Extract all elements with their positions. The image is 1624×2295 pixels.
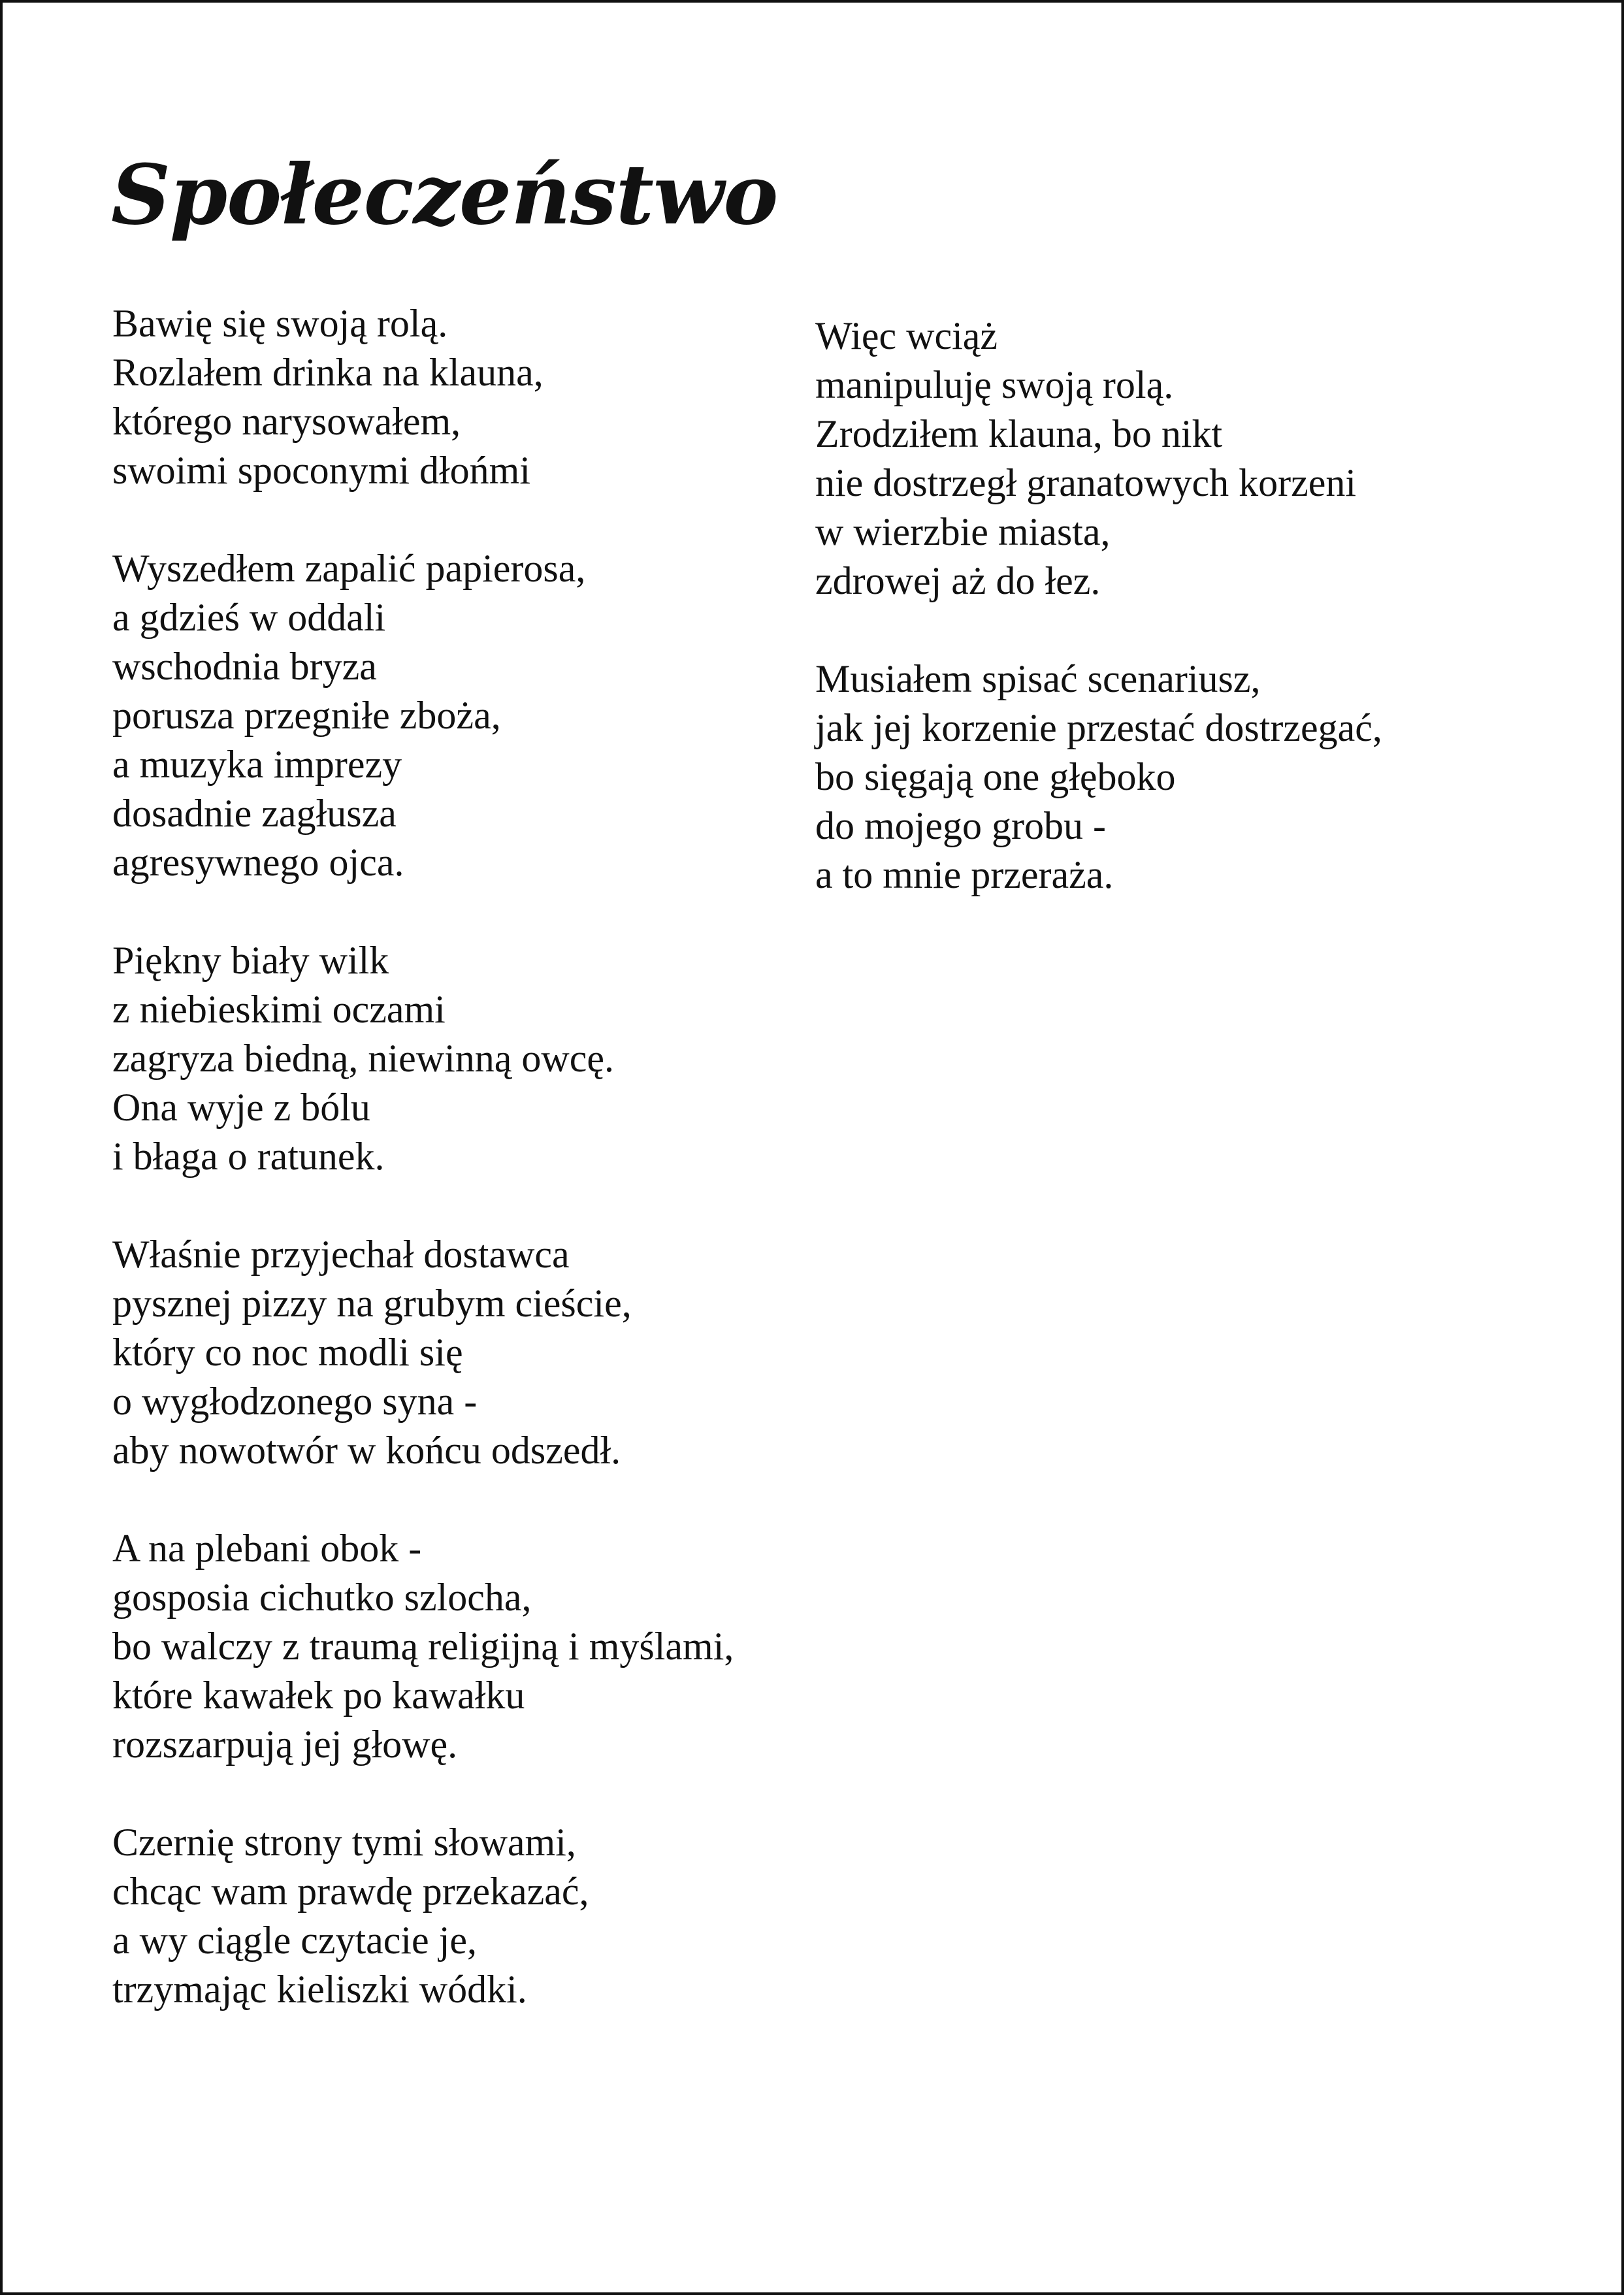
verse-line: pysznej pizzy na grubym cieście, <box>112 1282 632 1325</box>
verse-line: Piękny biały wilk <box>112 939 389 982</box>
verse-line: Czernię strony tymi słowami, <box>112 1821 576 1864</box>
verse-line: Więc wciąż <box>815 314 998 357</box>
stanza <box>112 299 734 495</box>
verse-line: manipuluję swoją rolą. <box>815 363 1174 406</box>
stanza <box>112 544 734 887</box>
stanza <box>815 655 1382 900</box>
verse-line: nie dostrzegł granatowych korzeni <box>815 461 1357 504</box>
verse-line: gosposia cichutko szlocha, <box>112 1576 532 1619</box>
verse-line: w wierzbie miasta, <box>815 510 1111 553</box>
verse-line: chcąc wam prawdę przekazać, <box>112 1870 589 1913</box>
stanza <box>815 312 1382 606</box>
verse-line: a muzyka imprezy <box>112 743 402 786</box>
verse-line: o wygłodzonego syna - <box>112 1380 478 1423</box>
verse-line: wschodnia bryza <box>112 645 377 688</box>
stanza <box>112 1230 734 1475</box>
verse-line: bo walczy z traumą religijną i myślami, <box>112 1625 734 1668</box>
verse-line: zagryza biedną, niewinną owcę. <box>112 1037 614 1080</box>
verse-line: Musiałem spisać scenariusz, <box>815 657 1261 700</box>
stanza <box>112 936 734 1181</box>
verse-line: porusza przegniłe zboża, <box>112 694 501 737</box>
verse-line: dosadnie zagłusza <box>112 792 397 835</box>
poem-title: Społeczeństwo <box>111 146 778 243</box>
right-column <box>815 312 1382 949</box>
verse-line: aby nowotwór w końcu odszedł. <box>112 1429 621 1472</box>
stanza <box>112 1818 734 2014</box>
verse-line: który co noc modli się <box>112 1331 463 1374</box>
verse-line: które kawałek po kawałku <box>112 1674 525 1717</box>
verse-line: Ona wyje z bólu <box>112 1086 370 1129</box>
verse-line: rozszarpują jej głowę. <box>112 1723 458 1766</box>
verse-line: swoimi spoconymi dłońmi <box>112 449 531 492</box>
verse-line: Bawię się swoją rolą. <box>112 302 448 345</box>
verse-line: a to mnie przeraża. <box>815 853 1114 896</box>
left-column <box>112 299 734 2063</box>
verse-line: bo sięgają one głęboko <box>815 755 1176 798</box>
verse-line: a wy ciągle czytacie je, <box>112 1919 477 1962</box>
verse-line: trzymając kieliszki wódki. <box>112 1968 527 2011</box>
verse-line: zdrowej aż do łez. <box>815 559 1101 602</box>
verse-line: i błaga o ratunek. <box>112 1135 385 1178</box>
verse-line: z niebieskimi oczami <box>112 988 446 1031</box>
verse-line: a gdzieś w oddali <box>112 596 386 639</box>
verse-line: Rozlałem drinka na klauna, <box>112 351 544 394</box>
verse-line: A na plebani obok - <box>112 1527 422 1570</box>
verse-line: Wyszedłem zapalić papierosa, <box>112 547 586 590</box>
verse-line: jak jej korzenie przestać dostrzegać, <box>815 706 1382 749</box>
verse-line: agresywnego ojca. <box>112 841 404 884</box>
verse-line: Właśnie przyjechał dostawca <box>112 1233 570 1276</box>
stanza <box>112 1524 734 1769</box>
verse-line: Zrodziłem klauna, bo nikt <box>815 412 1223 455</box>
verse-line: którego narysowałem, <box>112 400 461 443</box>
verse-line: do mojego grobu - <box>815 804 1106 847</box>
